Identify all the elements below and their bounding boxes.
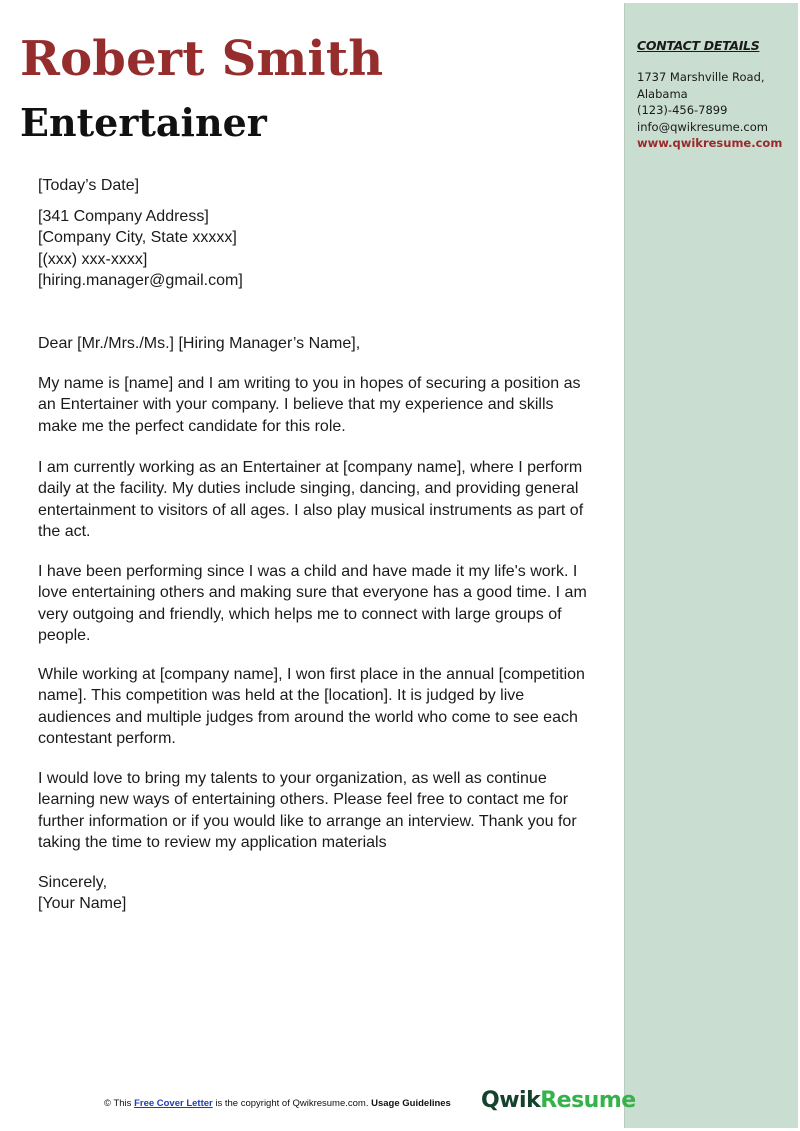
date-text: [Today’s Date] — [38, 177, 140, 194]
paragraph-line: the act. — [38, 523, 91, 541]
paragraph-2 — [38, 457, 598, 543]
paragraph-4 — [38, 664, 598, 750]
contact-website[interactable]: www.qwikresume.com — [637, 136, 783, 150]
qwikresume-logo[interactable] — [481, 1088, 636, 1113]
paragraph-line: learning new ways of entertaining others. Please feel free to contact me for — [38, 791, 569, 809]
recipient-line: [hiring.manager@gmail.com] — [38, 272, 243, 290]
recipient-line: [341 Company Address] — [38, 208, 209, 225]
recipient-line: [(xxx) xxx-xxxx] — [38, 250, 148, 268]
logo-resume: Resume — [540, 1088, 636, 1113]
paragraph-line: I would love to bring my talents to your organization, as well as continue — [38, 770, 547, 787]
paragraph-line: very outgoing and friendly, which helps me to connect with large groups of — [38, 605, 562, 623]
paragraph-line: daily at the facility. My duties include singing, dancing, and providing general — [38, 480, 579, 498]
letter-date — [38, 175, 598, 196]
job-title: Entertainer — [20, 100, 267, 145]
recipient-address — [38, 206, 598, 292]
free-cover-letter-link[interactable]: Free Cover Letter — [134, 1098, 213, 1109]
paragraph-line: I am currently working as an Entertainer at [company name], where I perform — [38, 459, 583, 476]
paragraph-line: contestant perform. — [38, 730, 176, 748]
usage-guidelines-link[interactable]: Usage Guidelines — [371, 1098, 451, 1109]
paragraph-line: make me the perfect candidate for this role. — [38, 417, 346, 435]
contact-sidebar — [624, 3, 798, 1128]
paragraph-1 — [38, 373, 598, 437]
salutation-text: Dear [Mr./Mrs./Ms.] [Hiring Manager’s Name], — [38, 335, 361, 352]
paragraph-line: taking the time to review my application materials — [38, 834, 387, 852]
paragraph-line: people. — [38, 627, 91, 645]
applicant-name: Robert Smith — [20, 31, 384, 87]
footer-this: This — [113, 1098, 132, 1109]
paragraph-line: While working at [company name], I won first place in the annual [competition — [38, 666, 585, 683]
contact-phone: (123)-456-7899 — [637, 103, 728, 117]
closing-text: Sincerely, — [38, 874, 108, 891]
paragraph-5 — [38, 768, 598, 854]
contact-heading: CONTACT DETAILS — [637, 38, 760, 53]
copyright-icon: © — [104, 1098, 111, 1109]
paragraph-line: an Entertainer with your company. I believe that my experience and skills — [38, 396, 554, 414]
paragraph-line: My name is [name] and I am writing to you in hopes of securing a position as — [38, 375, 581, 392]
paragraph-line: I have been performing since I was a child and have made it my life's work. I — [38, 563, 578, 580]
contact-details — [637, 69, 782, 152]
logo-qwik: Qwik — [481, 1088, 541, 1113]
paragraph-line: audiences and multiple judges from around the world who come to see each — [38, 708, 578, 726]
paragraph-line: entertainment to visitors of all ages. I also play musical instruments as part of — [38, 501, 584, 519]
copyright-footer — [104, 1098, 451, 1109]
paragraph-line: name]. This competition was held at the [location]. It is judged by live — [38, 687, 525, 705]
contact-address-line2: Alabama — [637, 86, 688, 101]
closing-block — [38, 872, 598, 915]
contact-address-line1: 1737 Marshville Road, — [637, 70, 765, 84]
paragraph-3 — [38, 561, 598, 647]
recipient-line: [Company City, State xxxxx] — [38, 229, 237, 247]
contact-email[interactable]: info@qwikresume.com — [637, 119, 768, 134]
salutation — [38, 333, 598, 354]
paragraph-line: further information or if you would like to arrange an interview. Thank you for — [38, 812, 577, 830]
signature-name: [Your Name] — [38, 895, 127, 913]
footer-copyright-text: is the copyright of Qwikresume.com. — [215, 1098, 369, 1109]
paragraph-line: love entertaining others and making sure that everyone has a good time. I am — [38, 584, 587, 602]
